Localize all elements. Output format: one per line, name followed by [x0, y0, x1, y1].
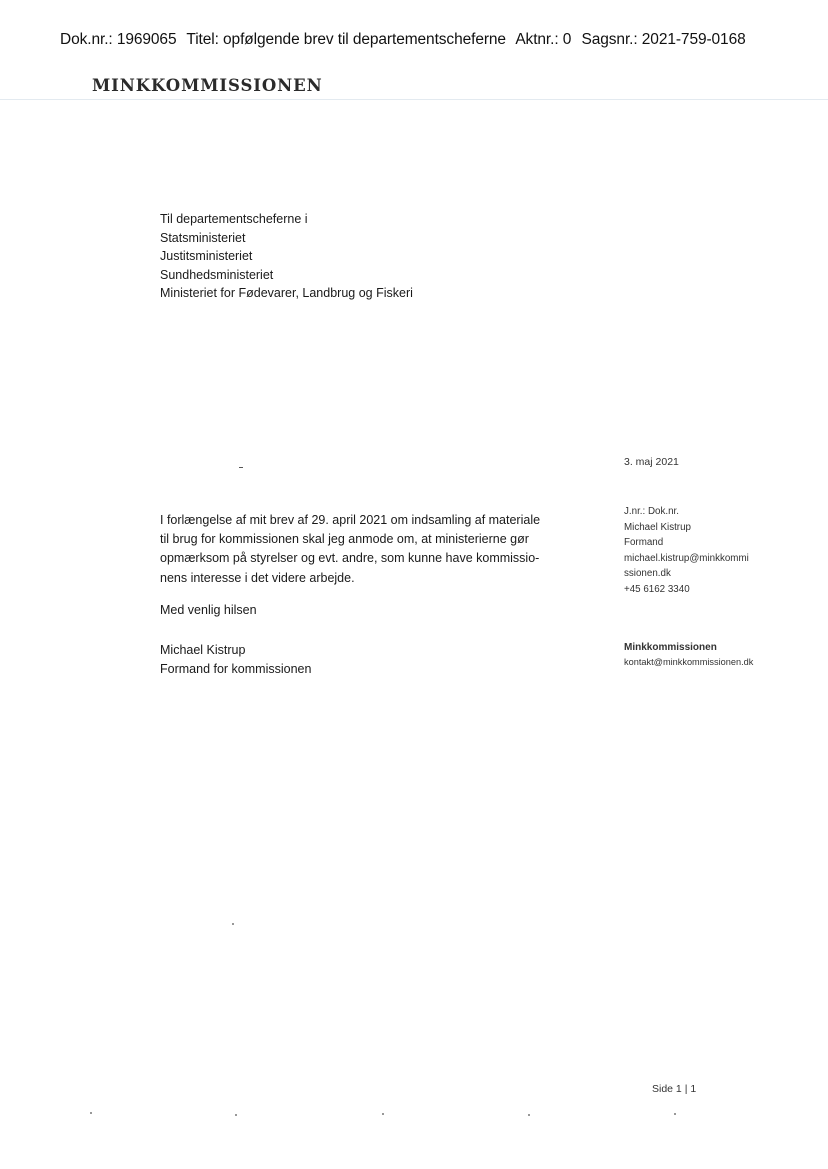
sender-info: [624, 504, 749, 598]
header-divider: [0, 99, 828, 100]
letter-body: [160, 511, 580, 588]
signatory-role: Formand for kommissionen: [160, 662, 312, 676]
letter-date: 3. maj 2021: [624, 456, 679, 468]
scan-speck: [235, 1114, 237, 1116]
document-title: Titel: opfølgende brev til departementscheferne: [186, 31, 506, 48]
body-line: nens interesse i det videre arbejde.: [160, 570, 355, 585]
body-line: I forlængelse af mit brev af 29. april 2021 om indsamling af materiale: [160, 513, 541, 527]
recipient-block: [160, 210, 413, 303]
scan-speck: [90, 1112, 92, 1114]
document-number: Dok.nr.: 1969065: [60, 31, 177, 48]
scan-speck: [528, 1114, 530, 1116]
signature-block: [160, 641, 311, 679]
scan-speck: [232, 923, 234, 925]
recipient-line: Justitsministeriet: [160, 249, 253, 264]
body-line: til brug for kommissionen skal jeg anmode om, at ministerierne gør: [160, 532, 529, 547]
scan-speck: [674, 1113, 676, 1115]
act-number: Aktnr.: 0: [515, 31, 572, 48]
sender-name: Michael Kistrup: [624, 521, 691, 533]
signatory-name: Michael Kistrup: [160, 643, 246, 657]
reference-numbers: J.nr.: Dok.nr.: [624, 506, 679, 517]
scan-speck: [382, 1113, 384, 1115]
case-number: Sagsnr.: 2021-759-0168: [581, 31, 746, 48]
organization-email: kontakt@minkkommissionen.dk: [624, 657, 754, 667]
sender-phone: +45 6162 3340: [624, 583, 690, 595]
recipient-line: Statsministeriet: [160, 230, 246, 245]
page-number: Side 1 | 1: [652, 1083, 697, 1095]
organization-name: Minkkommissionen: [624, 642, 717, 653]
recipient-line: Ministeriet for Fødevarer, Landbrug og Fiskeri: [160, 286, 413, 301]
sender-title: Formand: [624, 537, 664, 549]
recipient-line: Til departementscheferne i: [160, 212, 308, 226]
closing-greeting: Med venlig hilsen: [160, 603, 257, 617]
organization-info: [624, 640, 753, 670]
recipient-line: Sundhedsministeriet: [160, 267, 274, 282]
sender-email-line: michael.kistrup@minkkommi: [624, 552, 749, 564]
fold-mark: [239, 467, 243, 468]
document-header: [60, 31, 752, 49]
body-line: opmærksom på styrelser og evt. andre, som kunne have kommissio-: [160, 551, 540, 566]
sender-email-line: ssionen.dk: [624, 568, 671, 580]
organization-logo: MINKKOMMISSIONEN: [92, 76, 323, 95]
